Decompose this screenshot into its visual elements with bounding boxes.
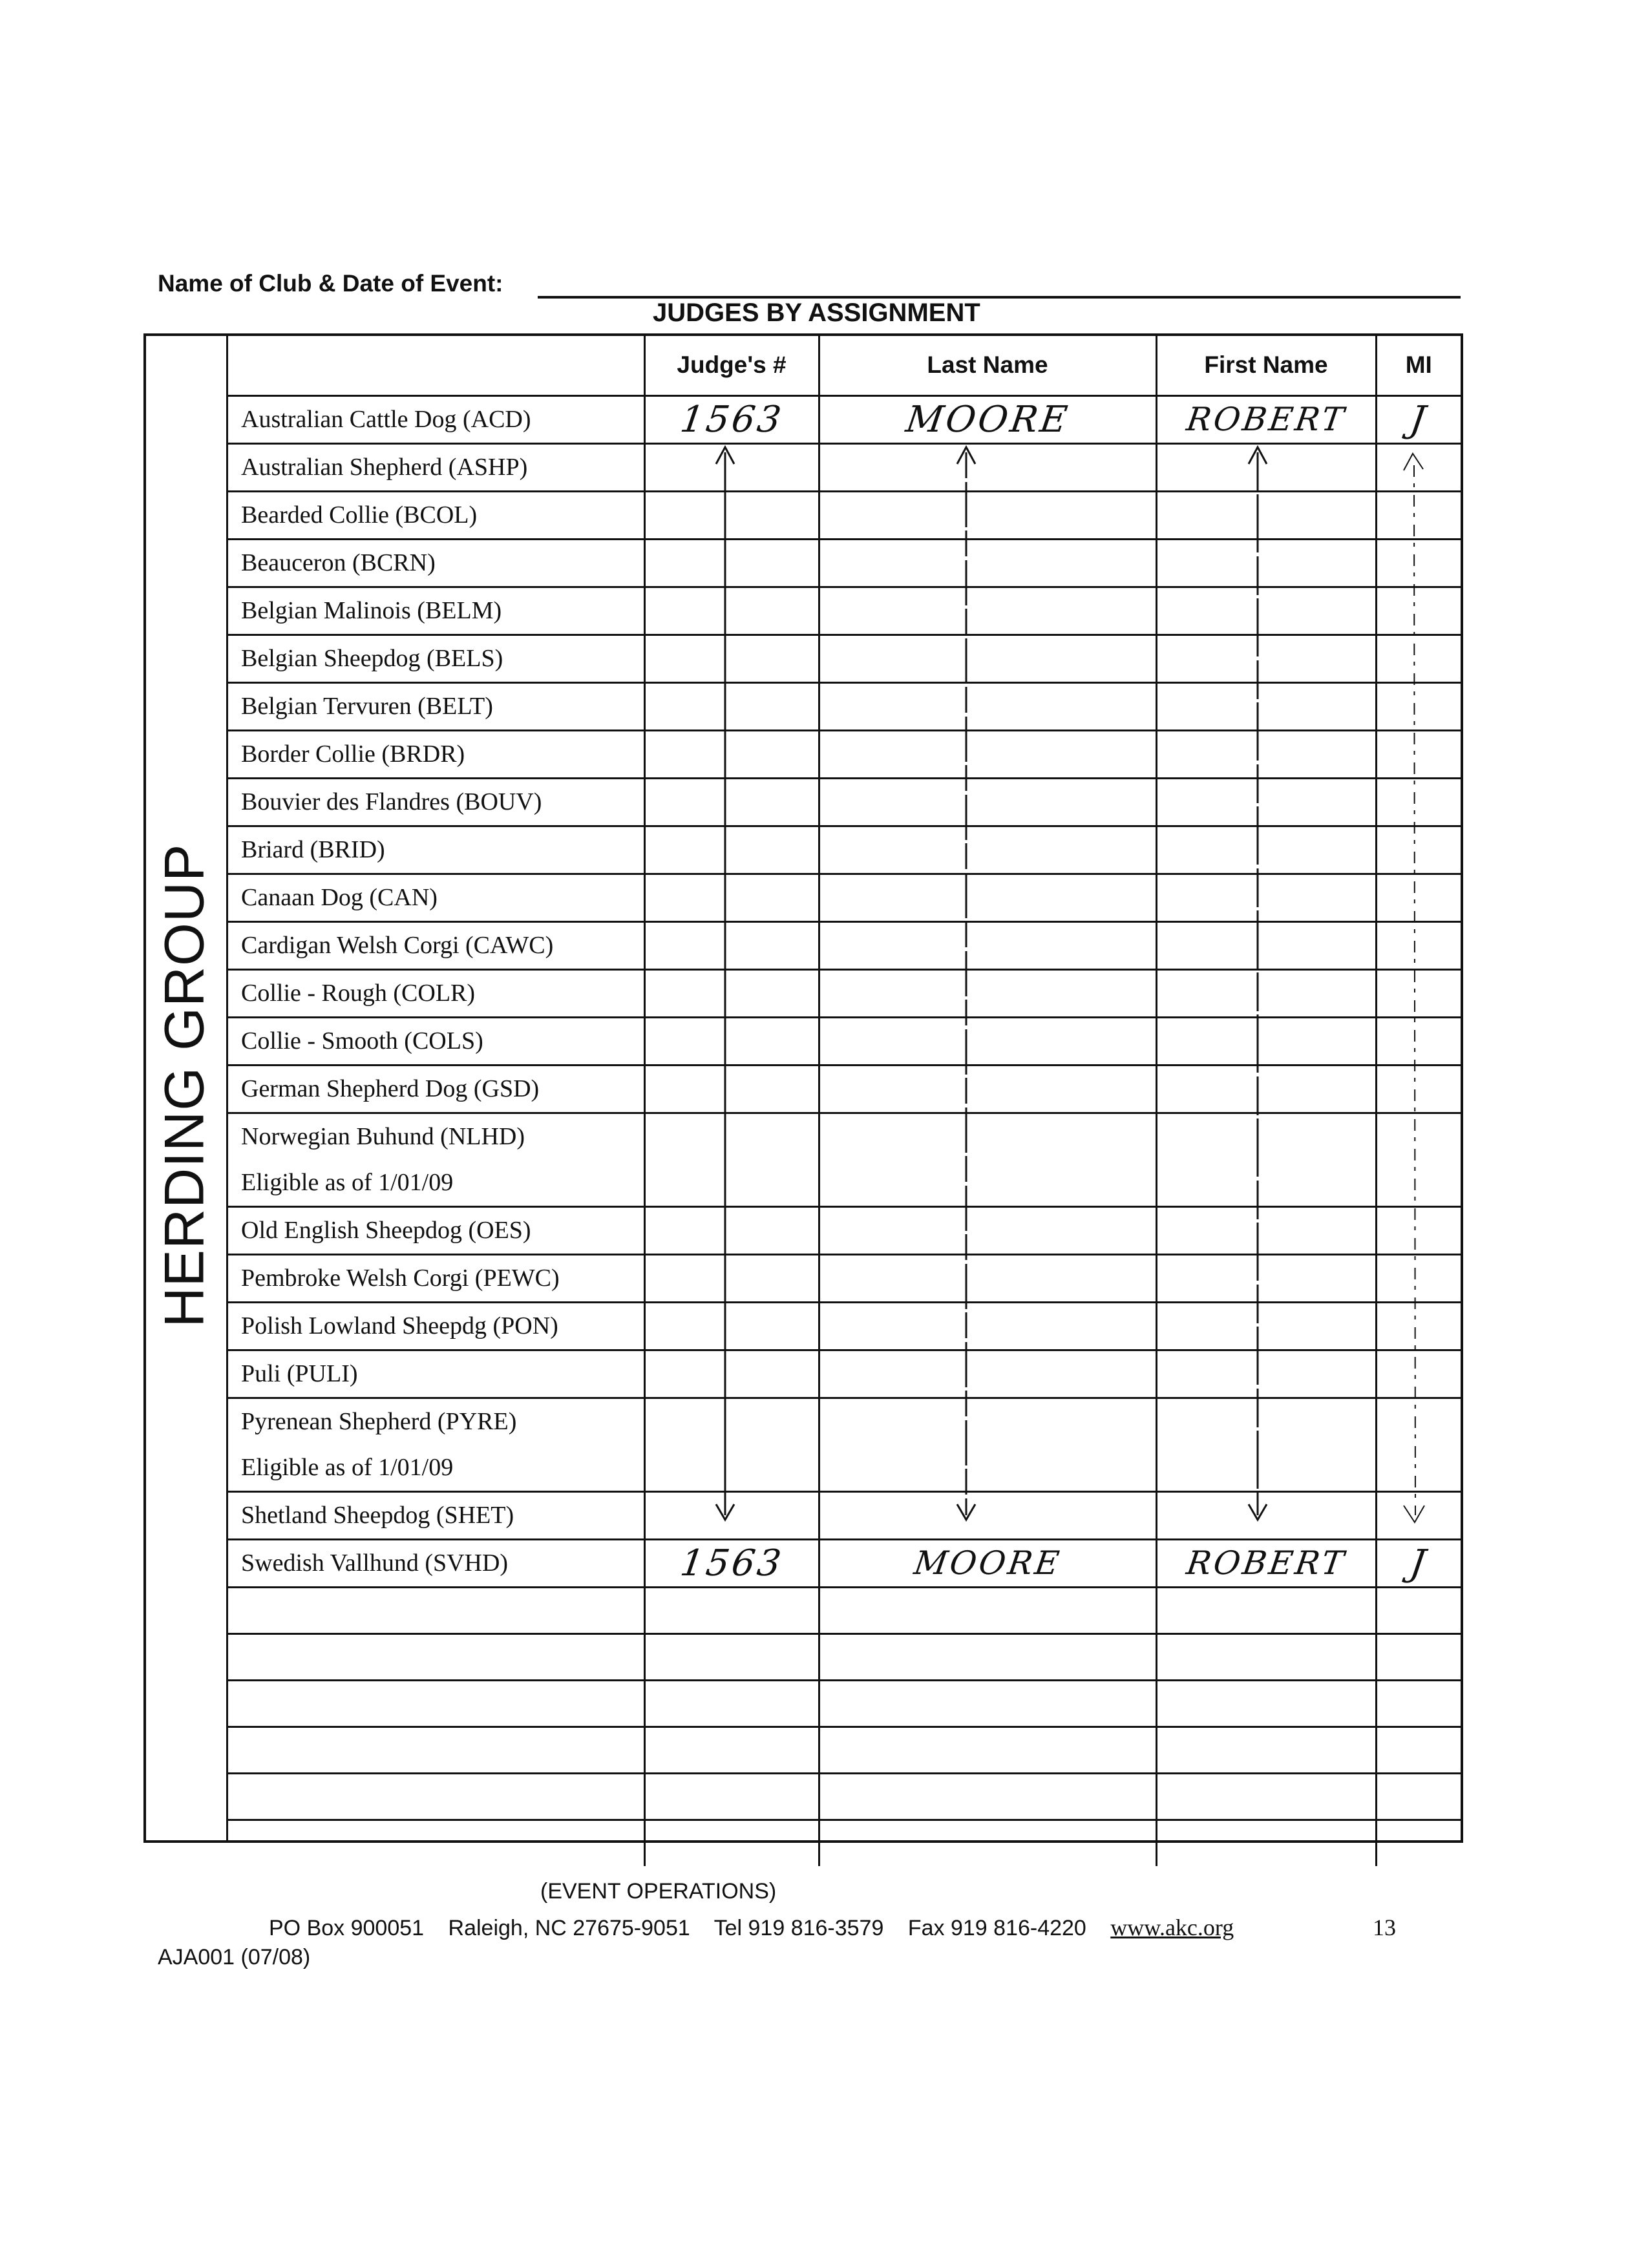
last-name-cell[interactable] (819, 1633, 1156, 1680)
breed-cell: Belgian Sheepdog (BELS) (227, 635, 644, 682)
table-row (227, 730, 1461, 778)
table-row (227, 1773, 1461, 1820)
judge-number-cell[interactable] (644, 1254, 819, 1302)
judge-number-handwritten: 1563 (677, 1542, 786, 1584)
po-box: PO Box 900051 (269, 1916, 425, 1940)
mi-cell[interactable] (1376, 1065, 1461, 1113)
mi-cell[interactable] (1376, 1206, 1461, 1254)
table-row (227, 1302, 1461, 1350)
table-row (227, 587, 1461, 635)
mi-cell[interactable] (1376, 874, 1461, 921)
judge-number-cell[interactable] (644, 1633, 819, 1680)
mi-cell[interactable] (1376, 1350, 1461, 1398)
judge-number-cell[interactable] (644, 395, 819, 443)
mi-cell[interactable] (1376, 1113, 1461, 1206)
breed-cell: Puli (PULI) (227, 1350, 644, 1398)
first-name-cell[interactable] (1156, 921, 1376, 969)
breed-cell[interactable] (227, 1820, 644, 1866)
table-row (227, 969, 1461, 1017)
form-code: AJA001 (07/08) (158, 1945, 311, 1969)
mi-cell[interactable] (1376, 1491, 1461, 1539)
first-name-cell[interactable] (1156, 826, 1376, 874)
mi-cell[interactable] (1376, 1017, 1461, 1065)
table-row (227, 1206, 1461, 1254)
mi-cell[interactable] (1376, 921, 1461, 969)
judge-number-cell[interactable] (644, 1773, 819, 1820)
breed-cell: Belgian Tervuren (BELT) (227, 682, 644, 730)
contact-line (269, 1914, 1234, 1941)
mi-handwritten: J (1407, 1542, 1431, 1584)
last-name-cell[interactable] (819, 682, 1156, 730)
mi-cell[interactable] (1376, 635, 1461, 682)
mi-cell[interactable] (1376, 1587, 1461, 1633)
first-name-cell[interactable] (1156, 682, 1376, 730)
judge-number-cell[interactable] (644, 778, 819, 826)
first-name-cell[interactable] (1156, 1206, 1376, 1254)
mi-cell[interactable] (1376, 491, 1461, 539)
breed-cell[interactable] (227, 1587, 644, 1633)
last-name-cell[interactable] (819, 395, 1156, 443)
last-name-cell[interactable] (819, 1820, 1156, 1866)
last-name-cell[interactable] (819, 1113, 1156, 1206)
first-name-cell[interactable] (1156, 1727, 1376, 1773)
last-name-cell[interactable] (819, 826, 1156, 874)
breed-cell: Polish Lowland Sheepdg (PON) (227, 1302, 644, 1350)
last-name-cell[interactable] (819, 874, 1156, 921)
breed-cell: Bearded Collie (BCOL) (227, 491, 644, 539)
table-row (227, 443, 1461, 491)
breed-cell[interactable] (227, 1633, 644, 1680)
table-row (227, 1017, 1461, 1065)
table-row (227, 1680, 1461, 1727)
first-name-cell[interactable] (1156, 395, 1376, 443)
table-row (227, 491, 1461, 539)
judges-assignment-table (227, 336, 1461, 1866)
table-row (227, 1820, 1461, 1866)
last-name-cell[interactable] (819, 587, 1156, 635)
breed-cell: Shetland Sheepdog (SHET) (227, 1491, 644, 1539)
last-name-cell[interactable] (819, 1773, 1156, 1820)
breed-cell[interactable] (227, 1773, 644, 1820)
judge-number-cell[interactable] (644, 874, 819, 921)
mi-cell[interactable] (1376, 587, 1461, 635)
first-name-cell[interactable] (1156, 539, 1376, 587)
last-name-handwritten: MOORE (911, 1544, 1064, 1582)
judge-number-cell[interactable] (644, 1302, 819, 1350)
breed-cell[interactable] (227, 1680, 644, 1727)
first-name-cell[interactable] (1156, 587, 1376, 635)
breed-column-header (227, 336, 644, 395)
table-row (227, 1254, 1461, 1302)
fax: Fax 919 816-4220 (907, 1916, 1086, 1940)
last-name-cell[interactable] (819, 778, 1156, 826)
judge-number-cell[interactable] (644, 1398, 819, 1491)
mi-cell[interactable] (1376, 826, 1461, 874)
telephone: Tel 919 816-3579 (713, 1916, 884, 1940)
last-name-cell[interactable] (819, 1539, 1156, 1587)
breed-cell: Beauceron (BCRN) (227, 539, 644, 587)
mi-cell[interactable] (1376, 1539, 1461, 1587)
last-name-cell[interactable] (819, 1398, 1156, 1491)
breed-cell: Belgian Malinois (BELM) (227, 587, 644, 635)
judge-number-cell[interactable] (644, 1206, 819, 1254)
judge-number-cell[interactable] (644, 682, 819, 730)
first-name-cell[interactable] (1156, 1065, 1376, 1113)
first-name-cell[interactable] (1156, 1633, 1376, 1680)
first-name-cell[interactable] (1156, 635, 1376, 682)
judge-number-cell[interactable] (644, 539, 819, 587)
breed-cell (227, 1398, 644, 1491)
mi-cell[interactable] (1376, 969, 1461, 1017)
mi-cell[interactable] (1376, 778, 1461, 826)
judge-number-cell[interactable] (644, 491, 819, 539)
table-row (227, 1065, 1461, 1113)
table-row (227, 1539, 1461, 1587)
first-name-column-header: First Name (1156, 336, 1376, 395)
judge-number-cell[interactable] (644, 1820, 819, 1866)
page-number: 13 (1373, 1915, 1396, 1940)
event-operations-heading: (EVENT OPERATIONS) (540, 1879, 777, 1904)
judge-number-cell[interactable] (644, 635, 819, 682)
breed-cell: Collie - Rough (COLR) (227, 969, 644, 1017)
table-row (227, 826, 1461, 874)
breed-cell: Old English Sheepdog (OES) (227, 1206, 644, 1254)
first-name-cell[interactable] (1156, 1017, 1376, 1065)
mi-cell[interactable] (1376, 443, 1461, 491)
mi-cell[interactable] (1376, 682, 1461, 730)
judge-number-cell[interactable] (644, 826, 819, 874)
last-name-cell[interactable] (819, 1065, 1156, 1113)
breed-cell: Canaan Dog (CAN) (227, 874, 644, 921)
mi-handwritten: J (1407, 398, 1431, 441)
last-name-cell[interactable] (819, 1727, 1156, 1773)
table-row (227, 1587, 1461, 1633)
judge-number-handwritten: 1563 (677, 398, 786, 441)
breed-cell: Pembroke Welsh Corgi (PEWC) (227, 1254, 644, 1302)
breed-cell: Briard (BRID) (227, 826, 644, 874)
table-row (227, 921, 1461, 969)
first-name-cell[interactable] (1156, 969, 1376, 1017)
breed-cell: Bouvier des Flandres (BOUV) (227, 778, 644, 826)
table-header-row (227, 336, 1461, 395)
mi-cell[interactable] (1376, 1633, 1461, 1680)
last-name-cell[interactable] (819, 1017, 1156, 1065)
first-name-cell[interactable] (1156, 1491, 1376, 1539)
breed-cell: German Shepherd Dog (GSD) (227, 1065, 644, 1113)
table-row (227, 395, 1461, 443)
first-name-cell[interactable] (1156, 1587, 1376, 1633)
mi-cell[interactable] (1376, 1302, 1461, 1350)
breed-eligibility-note: Eligible as of 1/01/09 (241, 1168, 454, 1196)
last-name-column-header: Last Name (819, 336, 1156, 395)
last-name-cell[interactable] (819, 1206, 1156, 1254)
judge-number-cell[interactable] (644, 1113, 819, 1206)
first-name-cell[interactable] (1156, 1773, 1376, 1820)
judge-number-cell[interactable] (644, 730, 819, 778)
table-row (227, 1491, 1461, 1539)
first-name-cell[interactable] (1156, 1302, 1376, 1350)
table-row (227, 635, 1461, 682)
mi-cell[interactable] (1376, 1680, 1461, 1727)
mi-cell[interactable] (1376, 1727, 1461, 1773)
last-name-handwritten: MOORE (903, 398, 1072, 441)
table-row (227, 1350, 1461, 1398)
last-name-cell[interactable] (819, 969, 1156, 1017)
first-name-cell[interactable] (1156, 491, 1376, 539)
table-row (227, 1727, 1461, 1773)
first-name-cell[interactable] (1156, 778, 1376, 826)
table-row (227, 1398, 1461, 1491)
table-row (227, 778, 1461, 826)
table-row (227, 1633, 1461, 1680)
city-state-zip: Raleigh, NC 27675-9051 (448, 1916, 690, 1940)
mi-cell[interactable] (1376, 539, 1461, 587)
group-label: HERDING GROUP (153, 843, 216, 1328)
last-name-cell[interactable] (819, 1254, 1156, 1302)
last-name-cell[interactable] (819, 635, 1156, 682)
first-name-cell[interactable] (1156, 1680, 1376, 1727)
judge-number-cell[interactable] (644, 1680, 819, 1727)
first-name-cell[interactable] (1156, 1539, 1376, 1587)
last-name-cell[interactable] (819, 921, 1156, 969)
mi-column-header: MI (1376, 336, 1461, 395)
first-name-cell[interactable] (1156, 1350, 1376, 1398)
first-name-handwritten: ROBERT (1183, 401, 1349, 438)
mi-cell[interactable] (1376, 730, 1461, 778)
judge-number-cell[interactable] (644, 443, 819, 491)
judge-number-column-header: Judge's # (644, 336, 819, 395)
section-title: JUDGES BY ASSIGNMENT (653, 299, 980, 327)
table-row (227, 874, 1461, 921)
first-name-cell[interactable] (1156, 1820, 1376, 1866)
judge-number-cell[interactable] (644, 1587, 819, 1633)
breed-cell: Border Collie (BRDR) (227, 730, 644, 778)
judge-number-cell[interactable] (644, 1539, 819, 1587)
last-name-cell[interactable] (819, 1680, 1156, 1727)
mi-cell[interactable] (1376, 1398, 1461, 1491)
breed-cell: Cardigan Welsh Corgi (CAWC) (227, 921, 644, 969)
last-name-cell[interactable] (819, 443, 1156, 491)
last-name-cell[interactable] (819, 1587, 1156, 1633)
judge-number-cell[interactable] (644, 1065, 819, 1113)
last-name-cell[interactable] (819, 1491, 1156, 1539)
last-name-cell[interactable] (819, 1302, 1156, 1350)
breed-cell: Australian Cattle Dog (ACD) (227, 395, 644, 443)
last-name-cell[interactable] (819, 730, 1156, 778)
last-name-cell[interactable] (819, 1350, 1156, 1398)
mi-cell[interactable] (1376, 1820, 1461, 1866)
first-name-cell[interactable] (1156, 730, 1376, 778)
judge-number-cell[interactable] (644, 587, 819, 635)
judge-number-cell[interactable] (644, 921, 819, 969)
mi-cell[interactable] (1376, 1773, 1461, 1820)
mi-cell[interactable] (1376, 1254, 1461, 1302)
judge-number-cell[interactable] (644, 1491, 819, 1539)
breed-eligibility-note: Eligible as of 1/01/09 (241, 1453, 454, 1481)
website-link[interactable]: www.akc.org (1110, 1915, 1234, 1940)
judge-number-cell[interactable] (644, 969, 819, 1017)
first-name-cell[interactable] (1156, 1398, 1376, 1491)
judge-number-cell[interactable] (644, 1017, 819, 1065)
first-name-cell[interactable] (1156, 1113, 1376, 1206)
first-name-handwritten: ROBERT (1183, 1544, 1349, 1582)
breed-cell: Swedish Vallhund (SVHD) (227, 1539, 644, 1587)
judge-number-cell[interactable] (644, 1350, 819, 1398)
last-name-cell[interactable] (819, 539, 1156, 587)
breed-name: Pyrenean Shepherd (PYRE) (241, 1407, 517, 1435)
club-date-label: Name of Club & Date of Event: (158, 270, 503, 297)
breed-cell: Collie - Smooth (COLS) (227, 1017, 644, 1065)
table-row (227, 539, 1461, 587)
judge-number-cell[interactable] (644, 1727, 819, 1773)
breed-cell: Australian Shepherd (ASHP) (227, 443, 644, 491)
breed-name: Norwegian Buhund (NLHD) (241, 1122, 525, 1150)
mi-cell[interactable] (1376, 395, 1461, 443)
first-name-cell[interactable] (1156, 443, 1376, 491)
first-name-cell[interactable] (1156, 874, 1376, 921)
first-name-cell[interactable] (1156, 1254, 1376, 1302)
breed-cell (227, 1113, 644, 1206)
last-name-cell[interactable] (819, 491, 1156, 539)
table-row (227, 682, 1461, 730)
table-row (227, 1113, 1461, 1206)
breed-cell[interactable] (227, 1727, 644, 1773)
